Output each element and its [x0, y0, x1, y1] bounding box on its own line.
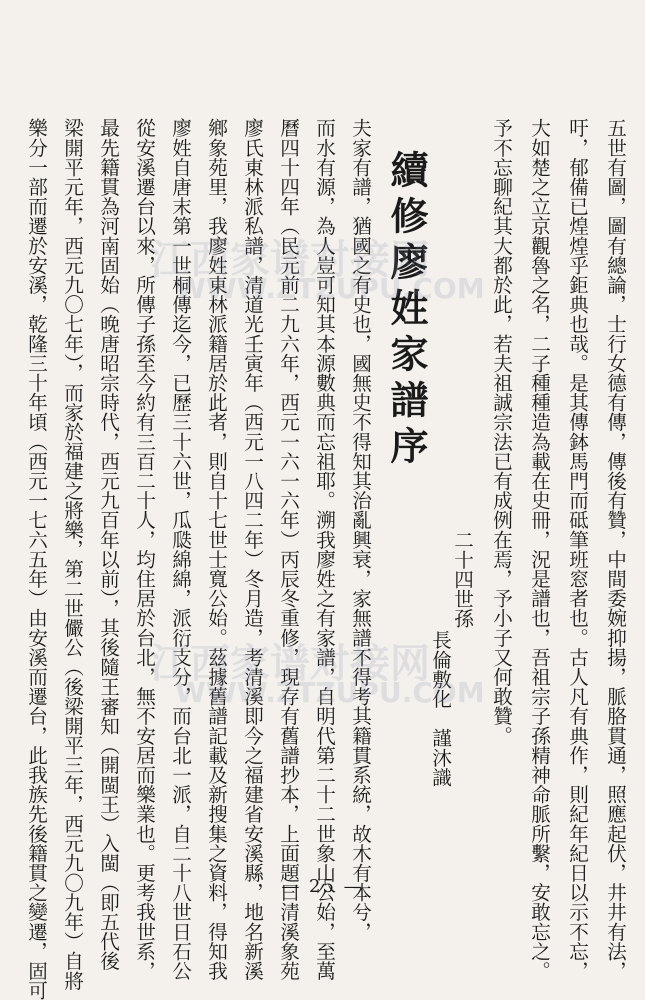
- text-column: 五世有圖，圖有總論，士行女德有傳，傳後有贊，中間委婉抑揚，脈胳貫通，照應起伏，井井有法，: [603, 118, 627, 981]
- watermark-url: WWW.ZTZUPU.COM: [175, 272, 485, 305]
- page-title: 續修廖姓家譜序: [384, 150, 429, 472]
- text-column: 鄉象苑里，我廖姓東林派籍居於此者，則自十七世士寬公始。茲據舊譜記載及新搜集之資料，得知我: [204, 118, 228, 981]
- text-column: 廖姓自唐末第一世桐傳迄今，已歷三十六世，瓜瓞綿綿，派衍支分，而台北一派，自二十八世日石公: [168, 118, 192, 981]
- text-column: 予不忘聊紀其大都於此，若夫祖誠宗法已有成例在焉，予小子又何敢贊。: [489, 118, 513, 746]
- watermark-text: 江西家谱对接网: [150, 641, 430, 687]
- text-column: 吁，郁備已煌煌乎鉅典也哉。是其傳鉢馬門而砥筆班窓者也。古人凡有典作，則紀年紀日以示不忘，: [565, 118, 589, 981]
- text-column: 曆四十四年（民元前二九六年，西元一六一六年）丙辰冬重修，現存有舊譜抄本，上面題曰清溪象苑: [276, 118, 300, 981]
- text-column: 最先籍貫為河南固始（晚唐昭宗時代，西元九百年以前），其後隨王審知（開閩王）入閩（即五代後: [96, 118, 120, 971]
- signature-generation: 二十四世孫: [450, 530, 474, 628]
- watermark-url: WWW.ZTZUPU.COM: [175, 676, 485, 709]
- page-number: — 25 —: [281, 876, 364, 897]
- signature-name: 長倫敷化 謹沐識: [428, 630, 452, 787]
- watermark-text: 江西家谱对接网: [150, 237, 430, 283]
- text-column: 樂分一部而遷於安溪，乾隆三十年頃（西元一七六五年）由安溪而遷台，此我族先後籍貫之變遷，固可: [24, 118, 48, 1000]
- text-column: 而水有源，為人豈可知其本源數典而忘祖耶。溯我廖姓之有家譜，自明代第二十二世象山公始，至萬: [312, 118, 336, 981]
- text-column: 大如楚之立京觀魯之名，二子種種造為載在史冊，況是譜也，吾祖宗子孫精神命脈所繫，安敢忘之。: [527, 118, 551, 981]
- text-column: 從安溪遷台以來，所傳子孫至今約有三百二十人，均住居於台北，無不安居而樂業也。更考我世系，: [132, 118, 156, 981]
- text-column: 廖氏東林派私譜，清道光壬寅年（西元一八四二年）冬月造，考清溪即今之福建省安溪縣，地名新溪: [240, 118, 264, 981]
- text-column: 夫家有譜，猶國之有史也，國無史不得知其治亂興衰，家無譜不得考其籍貫系統，故木有本兮，: [348, 118, 372, 942]
- text-column: 梁開平元年，西元九〇七年），而家於福建之將樂，第二世儼公（後梁開平三年，西元九〇九年）自將: [60, 118, 84, 991]
